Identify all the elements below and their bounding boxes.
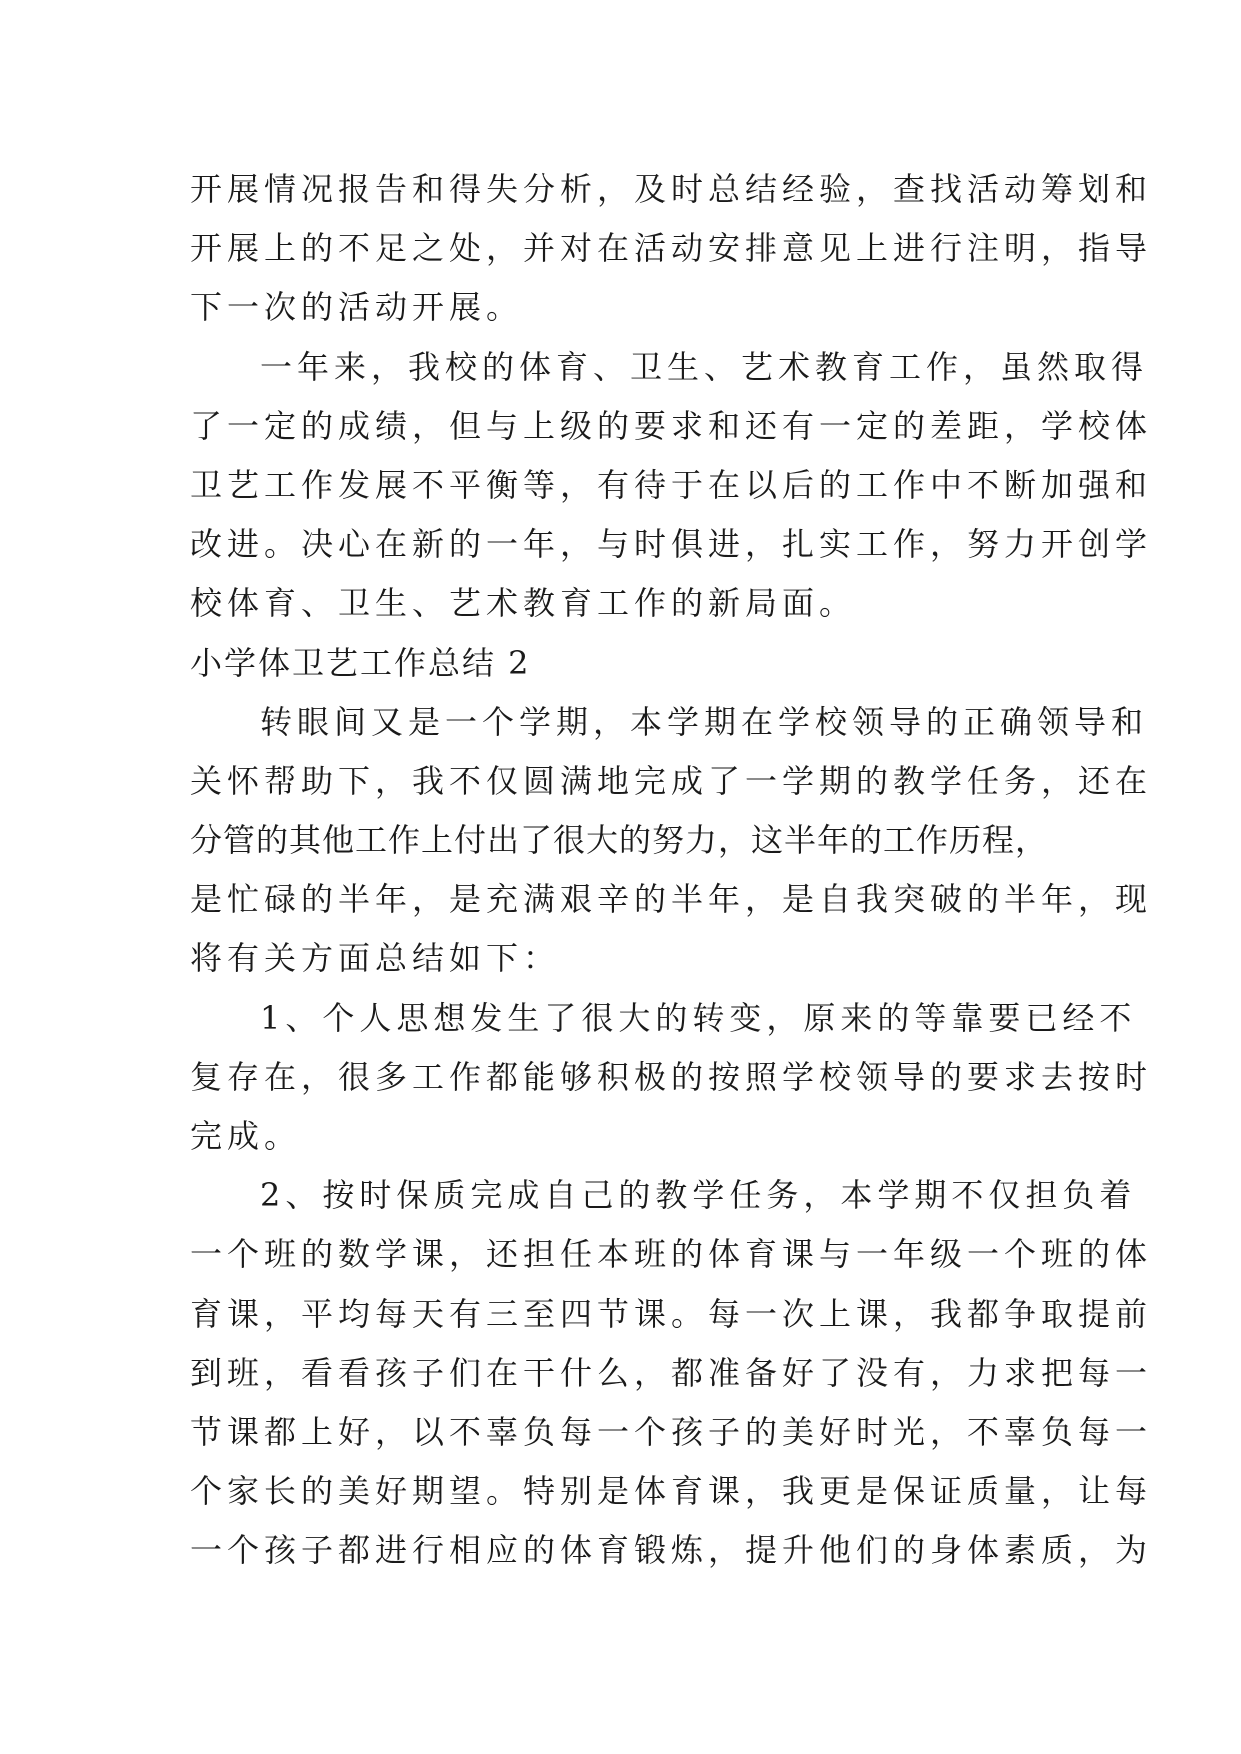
text-line: 了一定的成绩，但与上级的要求和还有一定的差距，学校体 [190,406,1153,445]
text-line: 将有关方面总结如下： [190,939,561,978]
paragraph-summary [190,338,1153,634]
text-line: 一个孩子都进行相应的体育锻炼，提升他们的身体素质，为 [190,1531,1153,1570]
text-line: 开展上的不足之处，并对在活动安排意见上进行注明，指导 [190,229,1153,268]
paragraph-item-2 [190,1166,1153,1580]
text-line: 节课都上好，以不辜负每一个孩子的美好时光，不辜负每一 [190,1412,1153,1451]
text-line: 1、个人思想发生了很大的转变，原来的等靠要已经不 [260,998,1137,1037]
text-line: 下一次的活动开展。 [190,288,524,327]
paragraph-intro [190,693,1153,989]
section-heading: 小学体卫艺工作总结 2 [190,643,531,682]
text-line: 开展情况报告和得失分析，及时总结经验，查找活动筹划和 [190,170,1153,208]
document-body [190,160,1153,1581]
text-line: 一个班的数学课，还担任本班的体育课与一年级一个班的体 [190,1235,1153,1274]
text-line: 完成。 [190,1117,302,1155]
text-line: 到班，看看孩子们在干什么，都准备好了没有，力求把每一 [190,1353,1153,1392]
text-line: 关怀帮助下，我不仅圆满地完成了一学期的教学任务，还在 [190,761,1153,800]
text-line: 分管的其他工作上付出了很大的努力，这半年的工作历程， [190,821,1049,860]
text-line: 复存在，很多工作都能够积极的按照学校领导的要求去按时 [190,1057,1153,1096]
text-line: 育课，平均每天有三至四节课。每一次上课，我都争取提前 [190,1294,1153,1333]
paragraph-item-1 [190,989,1153,1167]
text-line: 2、按时保质完成自己的教学任务，本学期不仅担负着 [260,1176,1137,1215]
text-line: 改进。决心在新的一年，与时俱进，扎实工作，努力开创学 [190,525,1153,564]
text-line: 卫艺工作发展不平衡等，有待于在以后的工作中不断加强和 [190,465,1153,504]
text-line: 一年来，我校的体育、卫生、艺术教育工作，虽然取得 [260,347,1149,386]
text-line: 校体育、卫生、艺术教育工作的新局面。 [190,584,857,623]
paragraph-continuation [190,160,1153,338]
text-line: 是忙碌的半年，是充满艰辛的半年，是自我突破的半年，现 [190,880,1153,919]
text-line: 转眼间又是一个学期，本学期在学校领导的正确领导和 [260,702,1149,741]
text-line: 个家长的美好期望。特别是体育课，我更是保证质量，让每 [190,1472,1153,1511]
